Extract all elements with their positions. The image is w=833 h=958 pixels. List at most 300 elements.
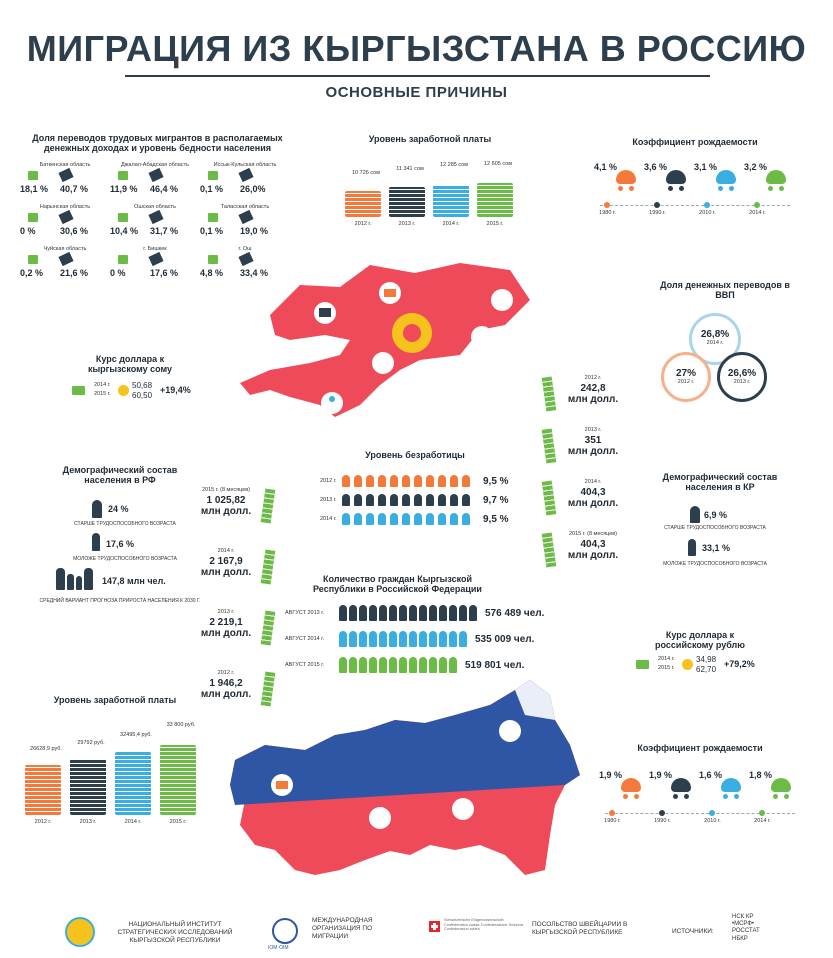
citizens-chart <box>285 605 545 685</box>
person-icon <box>429 605 437 621</box>
citizens-title: Количество граждан Кыргызской Республики в Российской Федерации <box>313 574 482 595</box>
person-icon <box>429 631 437 647</box>
remit-year: 2012 г. <box>217 670 235 676</box>
stroller-icon <box>616 170 636 184</box>
person-icon <box>379 631 387 647</box>
timeline-dot <box>709 810 715 816</box>
footer-org1: НАЦИОНАЛЬНЫЙ ИНСТИТУТ СТРАТЕГИЧЕСКИХ ИССЛЕДОВАНИЙ КЫРГЫЗСКОЙ РЕСПУБЛИКИ <box>117 921 233 944</box>
elderly-person-icon <box>92 500 102 518</box>
unemployment-value: 9,7 % <box>483 495 509 506</box>
stroller-wheel <box>623 794 628 799</box>
salary-value: 12 605 сом <box>483 161 512 167</box>
remit-value: 404,3 <box>580 539 606 550</box>
page-title: МИГРАЦИЯ ИЗ КЫРГЫЗСТАНА В РОССИЮ <box>26 28 807 69</box>
hand-icon <box>148 168 163 182</box>
person-icon <box>342 475 350 487</box>
stroller-icon <box>771 778 791 792</box>
stroller-wheel <box>629 186 634 191</box>
russia-map <box>225 675 585 890</box>
stroller-wheel <box>768 186 773 191</box>
money-stack-icon <box>542 480 557 515</box>
family-icon <box>56 568 96 590</box>
person-icon <box>462 513 470 525</box>
person-icon <box>450 494 458 506</box>
kg-young-label: МОЛОЖЕ ТРУДОСПОСОБНОГО ВОЗРАСТА <box>663 561 767 567</box>
rf-young-label: МОЛОЖЕ ТРУДОСПОСОБНОГО ВОЗРАСТА <box>73 556 177 562</box>
rf-salary-title: Уровень заработной платы <box>53 695 177 705</box>
person-icon <box>438 494 446 506</box>
money-icon <box>208 213 218 222</box>
kg-usd-change: +19,4% <box>160 385 191 395</box>
salary-year: 2013 г. <box>398 221 416 227</box>
remit-year: 2012 г. <box>584 375 602 381</box>
person-icon <box>414 475 422 487</box>
citizens-period: АВГУСТ 2014 г. <box>285 636 325 642</box>
person-icon <box>409 631 417 647</box>
remit-unit: млн долл. <box>567 446 619 457</box>
remit-value: 242,8 <box>580 383 606 394</box>
timeline-dot <box>604 202 610 208</box>
citizens-period: АВГУСТ 2015 г. <box>285 662 325 668</box>
money-stack-icon <box>477 183 513 217</box>
person-icon <box>414 513 422 525</box>
birth-year: 2014 г. <box>749 210 766 216</box>
stroller-wheel <box>734 794 739 799</box>
birth-rate-value: 4,1 % <box>594 162 618 172</box>
remit-year: 2014 г. <box>584 479 602 485</box>
nisi-logo-icon <box>65 917 95 947</box>
birth-year: 2010 г. <box>699 210 716 216</box>
money-icon <box>28 213 38 222</box>
region-poverty: 33,4 % <box>240 268 269 278</box>
person-icon <box>349 657 357 673</box>
person-icon <box>414 494 422 506</box>
birth-rate-value: 1,9 % <box>599 770 623 780</box>
gdp-value-2014: 26,8% <box>700 329 730 340</box>
money-stack-icon <box>389 187 425 217</box>
money-stack-icon <box>70 759 106 815</box>
timeline-dot <box>654 202 660 208</box>
coin-icon <box>118 385 129 396</box>
rub-usd-year-1: 2014 г. <box>658 656 675 662</box>
salary-year: 2012 г. <box>354 221 372 227</box>
kg-usd-value-1: 50,68 <box>132 381 153 390</box>
birth-year: 1980 г. <box>599 210 616 216</box>
money-stack-icon <box>542 428 557 463</box>
stroller-icon <box>766 170 786 184</box>
unemployment-value: 9,5 % <box>483 476 509 487</box>
money-icon <box>118 255 128 264</box>
person-icon <box>459 631 467 647</box>
salary-year: 2012 г. <box>34 819 52 825</box>
salary-year: 2015 г. <box>169 819 187 825</box>
unemployment-title: Уровень безработицы <box>365 450 465 460</box>
child-person-icon-kg <box>688 539 696 556</box>
gdp-year-2014: 2014 г. <box>706 340 724 346</box>
region-poverty: 46,4 % <box>150 184 179 194</box>
person-icon <box>449 631 457 647</box>
rf-remit-list <box>195 487 290 702</box>
person-icon <box>379 605 387 621</box>
region-name: Нарынская область <box>39 204 91 210</box>
kg-usd-year-2: 2015 г. <box>94 391 111 397</box>
person-icon <box>409 657 417 673</box>
kg-gdp-title: Доля денежных переводов в ВВП <box>660 280 790 301</box>
person-icon <box>450 513 458 525</box>
money-icon <box>118 171 128 180</box>
region-name: Ошская область <box>134 204 176 210</box>
birth-rate-value: 1,8 % <box>749 770 773 780</box>
sources-list: НСК КР •МСРФ• РОССТАТ НБКР <box>732 914 760 942</box>
region-remit-share: 0,1 % <box>200 226 224 236</box>
rub-usd-change: +79,2% <box>724 659 755 669</box>
person-icon <box>409 605 417 621</box>
swiss-flag-icon <box>429 921 440 932</box>
salary-value: 26628,9 руб. <box>30 746 62 752</box>
person-icon <box>419 631 427 647</box>
money-stack-icon <box>160 745 196 815</box>
person-icon <box>369 605 377 621</box>
region-name: Баткенская область <box>39 162 91 168</box>
stroller-icon <box>671 778 691 792</box>
stroller-wheel <box>773 794 778 799</box>
stroller-wheel <box>779 186 784 191</box>
salary-year: 2014 г. <box>442 221 460 227</box>
person-icon <box>450 475 458 487</box>
elderly-person-icon-kg <box>690 506 700 523</box>
kg-salary-title: Уровень заработной платы <box>368 134 492 144</box>
person-icon <box>402 475 410 487</box>
region-name: г. Бишкек <box>143 246 167 252</box>
person-icon <box>462 494 470 506</box>
kg-old-value: 6,9 % <box>704 510 728 520</box>
person-icon <box>354 475 362 487</box>
person-icon <box>439 631 447 647</box>
gdp-value-2013: 26,6% <box>727 368 757 379</box>
person-icon <box>402 494 410 506</box>
person-icon <box>378 475 386 487</box>
birth-year: 1990 г. <box>654 818 671 824</box>
kg-young-value: 33,1 % <box>702 543 731 553</box>
birth-rate-value: 1,6 % <box>699 770 723 780</box>
rub-usd-block <box>636 655 766 677</box>
person-icon <box>359 657 367 673</box>
kg-old-label: СТАРШЕ ТРУДОСПОСОБНОГО ВОЗРАСТА <box>664 525 766 531</box>
rf-birth-title: Коэффициент рождаемости <box>637 743 763 753</box>
timeline-line <box>605 813 795 814</box>
remit-value: 2 167,9 <box>209 556 243 567</box>
region-remit-share: 11,9 % <box>110 184 138 194</box>
region-poverty: 30,6 % <box>60 226 89 236</box>
region-remit-share: 0 % <box>110 268 126 278</box>
unemployment-chart <box>320 475 520 535</box>
child-person-icon <box>92 533 100 551</box>
stroller-icon <box>621 778 641 792</box>
hand-icon <box>238 210 253 224</box>
kg-birth-title: Коэффициент рождаемости <box>632 137 758 147</box>
region-poverty: 31,7 % <box>150 226 179 236</box>
region-poverty: 26,0% <box>240 184 266 194</box>
stroller-wheel <box>684 794 689 799</box>
kg-usd-title: Курс доллара к кыргызскому сому <box>87 354 173 375</box>
remit-value: 1 946,2 <box>209 678 243 689</box>
remit-unit: млн долл. <box>200 628 252 639</box>
unemployment-year: 2014 г. <box>320 516 337 522</box>
title-underline <box>125 75 710 77</box>
money-icon <box>118 213 128 222</box>
person-icon <box>399 605 407 621</box>
rub-usd-value-2: 62,70 <box>696 665 717 674</box>
money-stack-icon <box>261 549 276 584</box>
person-icon <box>366 513 374 525</box>
remit-year: 2013 г. <box>217 609 235 615</box>
region-name: Чуйская область <box>43 246 87 252</box>
stroller-icon <box>716 170 736 184</box>
timeline-dot <box>704 202 710 208</box>
person-icon <box>359 631 367 647</box>
region-remit-share: 10,4 % <box>110 226 139 236</box>
remit-unit: млн долл. <box>200 567 252 578</box>
stroller-wheel <box>679 186 684 191</box>
region-remit-share: 0,1 % <box>200 184 224 194</box>
gdp-circle-2012 <box>661 352 711 402</box>
stroller-wheel <box>723 794 728 799</box>
region-name: г. Ош <box>238 246 252 252</box>
remit-unit: млн долл. <box>200 506 252 517</box>
money-stack-icon <box>115 752 151 815</box>
unemployment-year: 2013 г. <box>320 497 337 503</box>
birth-year: 1980 г. <box>604 818 621 824</box>
person-icon <box>426 494 434 506</box>
stroller-icon <box>721 778 741 792</box>
person-icon <box>354 513 362 525</box>
region-poverty: 21,6 % <box>60 268 89 278</box>
remit-unit: млн долл. <box>200 689 252 700</box>
money-icon-rub <box>636 660 649 669</box>
salary-year: 2013 г. <box>79 819 97 825</box>
money-stack-icon <box>261 488 276 523</box>
birth-year: 1990 г. <box>649 210 666 216</box>
person-icon <box>462 475 470 487</box>
person-icon <box>419 657 427 673</box>
region-poverty: 17,6 % <box>150 268 179 278</box>
stroller-wheel <box>634 794 639 799</box>
person-icon <box>419 605 427 621</box>
rf-demo-block <box>20 500 220 610</box>
salary-value: 11 341 сом <box>396 166 424 172</box>
person-icon <box>390 513 398 525</box>
birth-year: 2010 г. <box>704 818 721 824</box>
remit-value: 404,3 <box>580 487 606 498</box>
person-icon <box>339 631 347 647</box>
person-icon <box>378 513 386 525</box>
region-poverty: 40,7 % <box>60 184 89 194</box>
citizens-value: 535 009 чел. <box>475 634 535 645</box>
birth-rate-value: 3,1 % <box>694 162 718 172</box>
person-icon <box>369 631 377 647</box>
region-remit-share: 0 % <box>20 226 36 236</box>
birth-rate-value: 3,2 % <box>744 162 768 172</box>
remit-unit: млн долл. <box>567 498 619 509</box>
person-icon <box>389 631 397 647</box>
kg-salary-chart <box>345 160 535 235</box>
rf-salary-chart <box>25 718 225 833</box>
person-icon <box>369 657 377 673</box>
stroller-icon <box>666 170 686 184</box>
salary-value: 12 285 сом <box>439 162 468 168</box>
money-stack-icon <box>345 191 381 217</box>
money-icon <box>28 171 38 180</box>
salary-year: 2015 г. <box>486 221 504 227</box>
person-icon <box>379 657 387 673</box>
person-icon <box>399 631 407 647</box>
unemployment-year: 2012 г. <box>320 478 337 484</box>
stroller-wheel <box>673 794 678 799</box>
salary-value: 33 800 руб. <box>166 722 196 728</box>
person-icon <box>366 494 374 506</box>
kg-usd-block <box>72 381 202 403</box>
timeline-dot <box>659 810 665 816</box>
person-icon <box>359 605 367 621</box>
person-icon <box>449 605 457 621</box>
money-stack-icon <box>261 610 276 645</box>
person-icon <box>439 605 447 621</box>
region-remit-share: 18,1 % <box>20 184 49 194</box>
timeline-dot <box>609 810 615 816</box>
hand-icon <box>238 168 253 182</box>
rf-old-value: 24 % <box>108 504 129 514</box>
swiss-small-text: Schweizerische Eidgenossenschaft Confédération suisse Confederazione Svizzera Confederaziun svizra <box>444 918 524 932</box>
money-icon <box>28 255 38 264</box>
person-icon <box>469 605 477 621</box>
person-icon <box>399 657 407 673</box>
person-icon <box>389 657 397 673</box>
salary-value: 32495,4 руб. <box>120 732 152 738</box>
kg-birth-chart <box>590 160 800 220</box>
person-icon <box>426 513 434 525</box>
person-icon <box>389 605 397 621</box>
remit-year: 2015 г. (8 месяцев) <box>201 487 251 493</box>
hand-icon <box>58 252 73 266</box>
rub-usd-value-1: 34,98 <box>696 655 717 664</box>
money-icon <box>208 255 218 264</box>
person-icon <box>438 513 446 525</box>
rf-forecast-label: СРЕДНИЙ ВАРИАНТ ПРОГНОЗА ПРИРОСТА НАСЕЛЕНИЯ К 2030 Г. <box>39 598 201 604</box>
rf-young-value: 17,6 % <box>106 539 135 549</box>
rf-old-label: СТАРШЕ ТРУДОСПОСОБНОГО ВОЗРАСТА <box>74 521 176 527</box>
iom-logo-text: IOM·OIM <box>268 945 289 951</box>
kg-demo-title: Демографический состав населения в КР <box>662 472 778 493</box>
kg-remit-list <box>540 375 640 590</box>
citizens-value: 576 489 чел. <box>485 608 545 619</box>
remit-value: 351 <box>584 435 602 446</box>
person-icon <box>339 605 347 621</box>
person-icon <box>429 657 437 673</box>
hand-icon <box>58 168 73 182</box>
footer-org3: ПОСОЛЬСТВО ШВЕЙЦАРИИ В КЫРГЫЗСКОЙ РЕСПУБЛИКЕ <box>532 921 628 936</box>
unemployment-value: 9,5 % <box>483 514 509 525</box>
person-icon <box>449 657 457 673</box>
sources-label: ИСТОЧНИКИ: <box>672 928 714 935</box>
person-icon <box>342 494 350 506</box>
stroller-wheel <box>784 794 789 799</box>
person-icon <box>342 513 350 525</box>
rf-demo-title: Демографический состав населения в РФ <box>62 465 178 486</box>
timeline-dot <box>759 810 765 816</box>
region-name: Таласская область <box>220 204 270 210</box>
money-stack-icon <box>25 765 61 815</box>
person-icon <box>439 657 447 673</box>
money-icon <box>208 171 218 180</box>
region-name: Иссык-Кульская область <box>213 162 277 168</box>
remit-value: 2 219,1 <box>209 617 243 628</box>
rf-birth-chart <box>595 768 805 828</box>
remit-unit: млн долл. <box>567 550 619 561</box>
person-icon <box>339 657 347 673</box>
money-stack-icon <box>542 376 557 411</box>
person-icon <box>426 475 434 487</box>
citizens-value: 519 801 чел. <box>465 660 525 671</box>
footer-org2: МЕЖДУНАРОДНАЯ ОРГАНИЗАЦИЯ ПО МИГРАЦИИ <box>312 917 373 940</box>
person-icon <box>402 513 410 525</box>
salary-value: 10 726 сом <box>351 170 380 176</box>
person-icon <box>354 494 362 506</box>
stroller-wheel <box>618 186 623 191</box>
hand-icon <box>58 210 73 224</box>
birth-rate-value: 1,9 % <box>649 770 673 780</box>
iom-logo-icon <box>272 918 298 944</box>
birth-year: 2014 г. <box>754 818 771 824</box>
stroller-wheel <box>668 186 673 191</box>
person-icon <box>366 475 374 487</box>
rub-usd-title: Курс доллара к российскому рублю <box>655 630 745 651</box>
remit-year: 2013 г. <box>584 427 602 433</box>
gdp-value-2012: 27% <box>675 368 696 379</box>
remit-year: 2015 г. (8 месяцев) <box>568 531 618 537</box>
kg-usd-value-2: 60,50 <box>132 391 153 400</box>
kg-usd-year-1: 2014 г. <box>94 382 111 388</box>
remit-value: 1 025,82 <box>206 495 246 506</box>
timeline-line <box>600 205 790 206</box>
coin-icon-rub <box>682 659 693 670</box>
hand-icon <box>148 210 163 224</box>
money-stack-icon <box>542 532 557 567</box>
region-poverty: 19,0 % <box>240 226 269 236</box>
money-stack-icon <box>433 185 469 217</box>
region-remit-share: 0,2 % <box>20 268 44 278</box>
gdp-circle-2013 <box>717 352 767 402</box>
rub-usd-year-2: 2015 г. <box>658 665 675 671</box>
rf-forecast-value: 147,8 млн чел. <box>102 576 166 586</box>
person-icon <box>390 494 398 506</box>
region-name: Джалал-Абадская область <box>121 162 189 168</box>
gdp-year-2013: 2013 г. <box>733 379 751 385</box>
salary-value: 29792 руб. <box>77 740 105 746</box>
gdp-year-2012: 2012 г. <box>677 379 695 385</box>
citizens-period: АВГУСТ 2013 г. <box>285 610 325 616</box>
hand-icon <box>148 252 163 266</box>
stroller-wheel <box>729 186 734 191</box>
person-icon <box>390 475 398 487</box>
remit-year: 2014 г. <box>217 548 235 554</box>
region-remit-share: 4,8 % <box>200 268 224 278</box>
page-subtitle: ОСНОВНЫЕ ПРИЧИНЫ <box>325 84 508 101</box>
person-icon <box>378 494 386 506</box>
person-icon <box>349 631 357 647</box>
person-icon <box>438 475 446 487</box>
remittances-poverty-title: Доля переводов трудовых мигрантов в располагаемых денежных доходах и уровень бедности населения <box>32 133 283 154</box>
timeline-dot <box>754 202 760 208</box>
